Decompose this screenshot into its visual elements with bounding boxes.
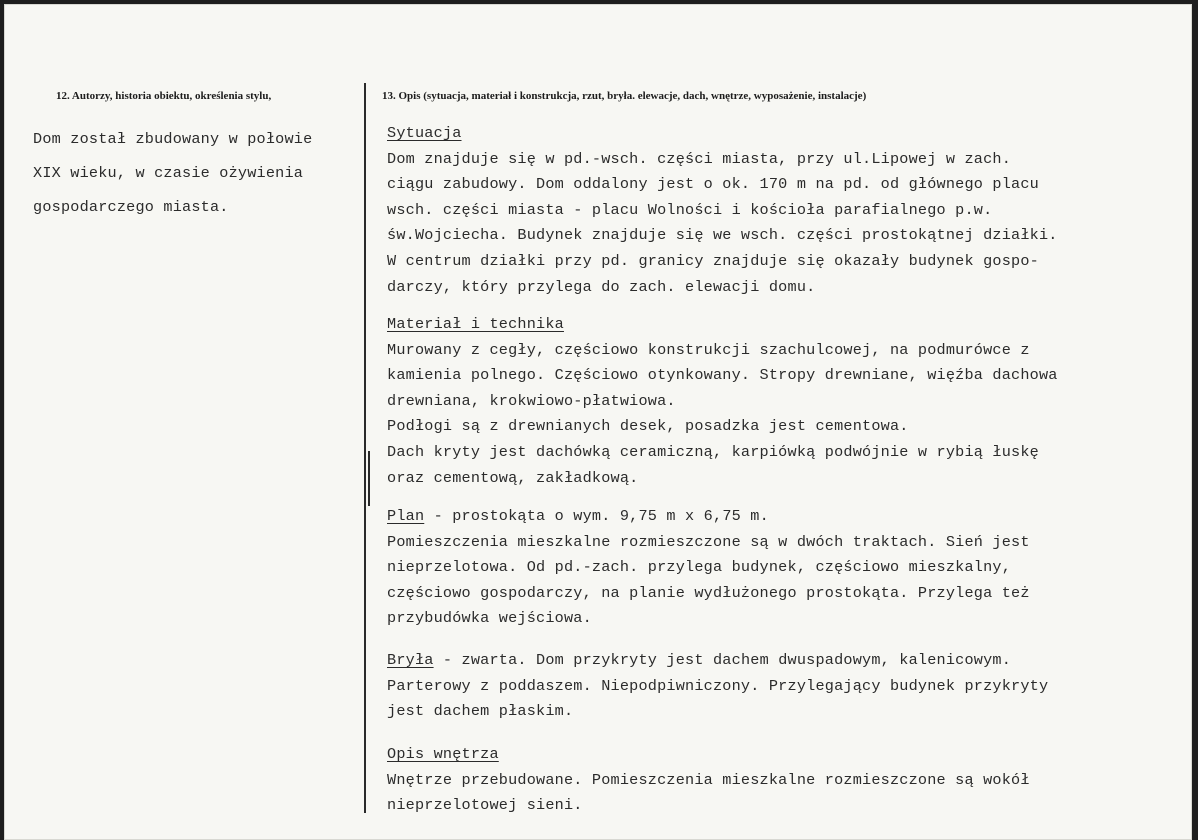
text-line: nieprzelotowa. Od pd.-zach. przylega budynek, częściowo mieszkalny, (387, 558, 1012, 577)
text-line: częściowo gospodarczy, na planie wydłużonego prostokąta. Przylega też (387, 583, 1030, 602)
section-sytuacja (387, 121, 1058, 300)
column-divider (364, 83, 366, 813)
history-line: XIX wieku, w czasie ożywienia (33, 164, 304, 182)
text-line: Podłogi są z drewnianych desek, posadzka jest cementowa. (387, 417, 909, 436)
history-text (33, 122, 312, 224)
text-line: Dom znajduje się w pd.-wsch. części miasta, przy ul.Lipowej w zach. (387, 149, 1012, 168)
text-line: darczy, który przylega do zach. elewacji domu. (387, 277, 816, 296)
section-plan (387, 504, 1030, 632)
section-wnetrze (387, 742, 1030, 819)
history-line: gospodarczego miasta. (33, 198, 229, 216)
text-line: drewniana, krokwiowo-płatwiowa. (387, 391, 676, 410)
text-line: kamienia polnego. Częściowo otynkowany. Stropy drewniane, więźba dachowa (387, 366, 1058, 385)
history-line: Dom został zbudowany w połowie (33, 130, 313, 148)
bryla-heading-line (387, 648, 1048, 674)
section-material (387, 312, 1058, 491)
field-12-header: 12. Autorzy, historia obiektu, określenia stylu, (56, 90, 272, 102)
divider-mark (368, 451, 370, 506)
field-13-header: 13. Opis (sytuacja, materiał i konstrukcja, rzut, bryła. elewacje, dach, wnętrze, wyposażenie, instalacje) (382, 90, 867, 102)
plan-heading-text: - prostokąta o wym. 9,75 m x 6,75 m. (424, 507, 769, 525)
section-bryla (387, 648, 1048, 725)
text-line: przybudówka wejściowa. (387, 609, 592, 628)
text-line: Wnętrze przebudowane. Pomieszczenia mieszkalne rozmieszczone są wokół (387, 770, 1030, 789)
document-sheet (4, 4, 1192, 840)
text-line: nieprzelotowej sieni. (387, 796, 583, 815)
section-heading: Materiał i technika (387, 315, 564, 333)
text-line: św.Wojciecha. Budynek znajduje się we wsch. części prostokątnej działki. (387, 226, 1058, 245)
section-heading: Sytuacja (387, 124, 462, 142)
plan-heading-line (387, 504, 1030, 530)
text-line: jest dachem płaskim. (387, 702, 574, 721)
text-line: W centrum działki przy pd. granicy znajduje się okazały budynek gospo- (387, 251, 1039, 270)
bryla-heading-text: - zwarta. Dom przykryty jest dachem dwuspadowym, kalenicowym. (433, 651, 1012, 669)
text-line: oraz cementową, zakładkową. (387, 468, 639, 487)
text-line: Murowany z cegły, częściowo konstrukcji szachulcowej, na podmurówce z (387, 340, 1030, 359)
text-line: wsch. części miasta - placu Wolności i kościoła parafialnego p.w. (387, 200, 993, 219)
text-line: Pomieszczenia mieszkalne rozmieszczone są w dwóch traktach. Sień jest (387, 532, 1030, 551)
section-heading: Opis wnętrza (387, 745, 499, 763)
text-line: ciągu zabudowy. Dom oddalony jest o ok. 170 m na pd. od głównego placu (387, 175, 1039, 194)
text-line: Dach kryty jest dachówką ceramiczną, karpiówką podwójnie w rybią łuskę (387, 442, 1039, 461)
text-line: Parterowy z poddaszem. Niepodpiwniczony. Przylegający budynek przykryty (387, 676, 1049, 695)
section-heading: Plan (387, 507, 425, 525)
section-heading: Bryła (387, 651, 434, 669)
